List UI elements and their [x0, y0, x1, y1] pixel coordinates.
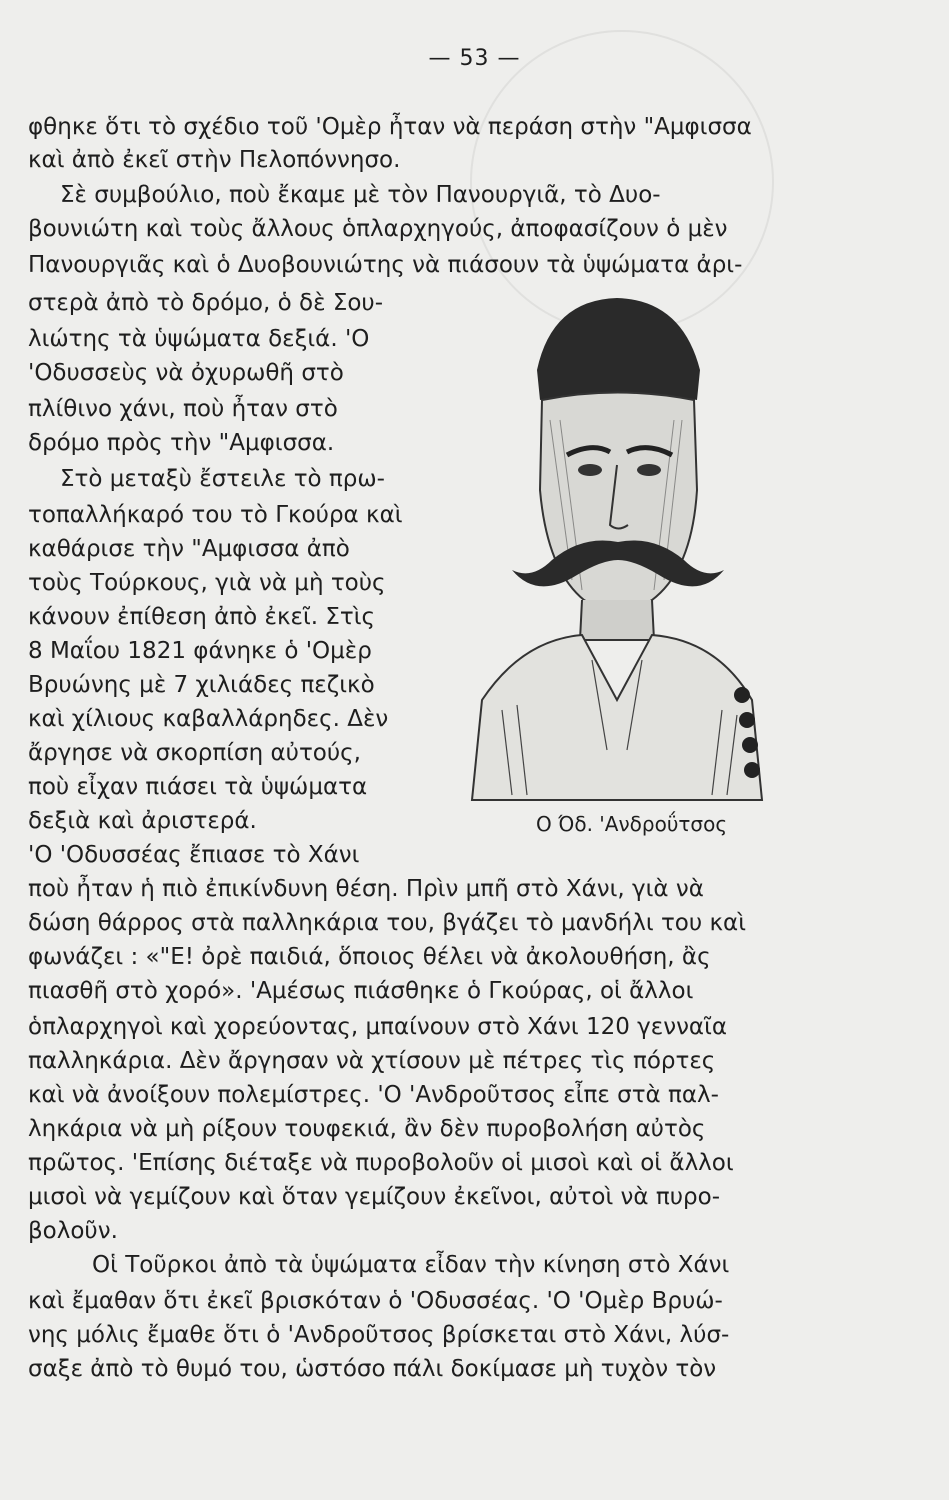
text-line: τοπαλλήκαρό του τὸ Γκούρα καὶ	[28, 502, 403, 528]
text-line: δρόμο πρὸς τὴν "Αμφισσα.	[28, 430, 335, 456]
portrait-caption: Ο Όδ. 'Ανδροΰτσος	[536, 812, 728, 836]
text-line: καὶ χίλιους καβαλλάρηδες. Δὲν	[28, 706, 389, 732]
text-line: ἄργησε νὰ σκορπίση αὐτούς,	[28, 740, 361, 766]
portrait-illustration	[442, 280, 782, 810]
text-line: φθηκε ὅτι τὸ σχέδιο τοῦ 'Ομὲρ ἦταν νὰ περάση στὴν "Αμφισσα	[28, 114, 752, 140]
text-line: Βρυώνης μὲ 7 χιλιάδες πεζικὸ	[28, 672, 375, 698]
text-line: στερὰ ἀπὸ τὸ δρόμο, ὁ δὲ Σου-	[28, 290, 384, 316]
text-line: Πανουργιᾶς καὶ ὁ Δυοβουνιώτης νὰ πιάσουν τὰ ὑψώματα ἀρι-	[28, 252, 743, 278]
text-line: πλίθινο χάνι, ποὺ ἦταν στὸ	[28, 396, 338, 422]
text-line: δώση θάρρος στὰ παλληκάρια του, βγάζει τὸ μανδήλι του καὶ	[28, 910, 746, 936]
text-line: καὶ ἔμαθαν ὅτι ἐκεῖ βρισκόταν ὁ 'Οδυσσέας. 'Ο 'Ομὲρ Βρυώ-	[28, 1288, 723, 1314]
text-line: Στὸ μεταξὺ ἔστειλε τὸ πρω-	[60, 466, 385, 492]
text-line: 'Οδυσσεὺς νὰ ὀχυρωθῆ στὸ	[28, 360, 344, 386]
text-line: 'Ο 'Οδυσσέας ἔπιασε τὸ Χάνι	[28, 842, 360, 868]
text-line: μισοὶ νὰ γεμίζουν καὶ ὅταν γεμίζουν ἐκεῖνοι, αὐτοὶ νὰ πυρο-	[28, 1184, 720, 1210]
text-line: καθάρισε τὴν "Αμφισσα ἀπὸ	[28, 536, 350, 562]
text-line: δεξιὰ καὶ ἀριστερά.	[28, 808, 257, 834]
text-line: 8 Μαΐου 1821 φάνηκε ὁ 'Ομὲρ	[28, 638, 372, 664]
text-line: φωνάζει : «"Ε! ὀρὲ παιδιά, ὅποιος θέλει νὰ ἀκολουθήση, ἂς	[28, 944, 711, 970]
text-line: σαξε ἀπὸ τὸ θυμό του, ὡστόσο πάλι δοκίμασε μὴ τυχὸν τὸν	[28, 1356, 717, 1382]
text-line: νης μόλις ἔμαθε ὅτι ὁ 'Ανδροῦτσος βρίσκεται στὸ Χάνι, λύσ-	[28, 1322, 730, 1348]
text-line: βουνιώτη καὶ τοὺς ἄλλους ὁπλαρχηγούς, ἀποφασίζουν ὁ μὲν	[28, 216, 728, 242]
text-line: Σὲ συμβούλιο, ποὺ ἔκαμε μὲ τὸν Πανουργιᾶ, τὸ Δυο-	[60, 182, 661, 208]
text-line: καὶ νὰ ἀνοίξουν πολεμίστρες. 'Ο 'Ανδροῦτσος εἶπε στὰ παλ-	[28, 1082, 719, 1108]
text-line: καὶ ἀπὸ ἐκεῖ στὴν Πελοπόννησο.	[28, 147, 401, 173]
text-line: λιώτης τὰ ὑψώματα δεξιά. 'Ο	[28, 326, 370, 352]
text-line: ποὺ ἦταν ἡ πιὸ ἐπικίνδυνη θέση. Πρὶν μπῆ στὸ Χάνι, γιὰ νὰ	[28, 876, 704, 902]
page-number: — 53 —	[428, 46, 521, 71]
text-line: βολοῦν.	[28, 1218, 118, 1244]
text-line: Οἱ Τοῦρκοι ἀπὸ τὰ ὑψώματα εἶδαν τὴν κίνηση στὸ Χάνι	[92, 1252, 730, 1278]
text-line: πρῶτος. 'Επίσης διέταξε νὰ πυροβολοῦν οἱ μισοὶ καὶ οἱ ἄλλοι	[28, 1150, 734, 1176]
text-line: παλληκάρια. Δὲν ἄργησαν νὰ χτίσουν μὲ πέτρες τὶς πόρτες	[28, 1048, 716, 1074]
text-line: πιασθῆ στὸ χορό». 'Αμέσως πιάσθηκε ὁ Γκούρας, οἱ ἄλλοι	[28, 978, 694, 1004]
text-line: ποὺ εἶχαν πιάσει τὰ ὑψώματα	[28, 774, 368, 800]
text-line: ληκάρια νὰ μὴ ρίξουν τουφεκιά, ἂν δὲν πυροβολήση αὐτὸς	[28, 1116, 706, 1142]
text-line: ὁπλαρχηγοὶ καὶ χορεύοντας, μπαίνουν στὸ Χάνι 120 γενναῖα	[28, 1014, 728, 1040]
text-line: τοὺς Τούρκους, γιὰ νὰ μὴ τοὺς	[28, 570, 386, 596]
text-line: κάνουν ἐπίθεση ἀπὸ ἐκεῖ. Στὶς	[28, 604, 376, 630]
